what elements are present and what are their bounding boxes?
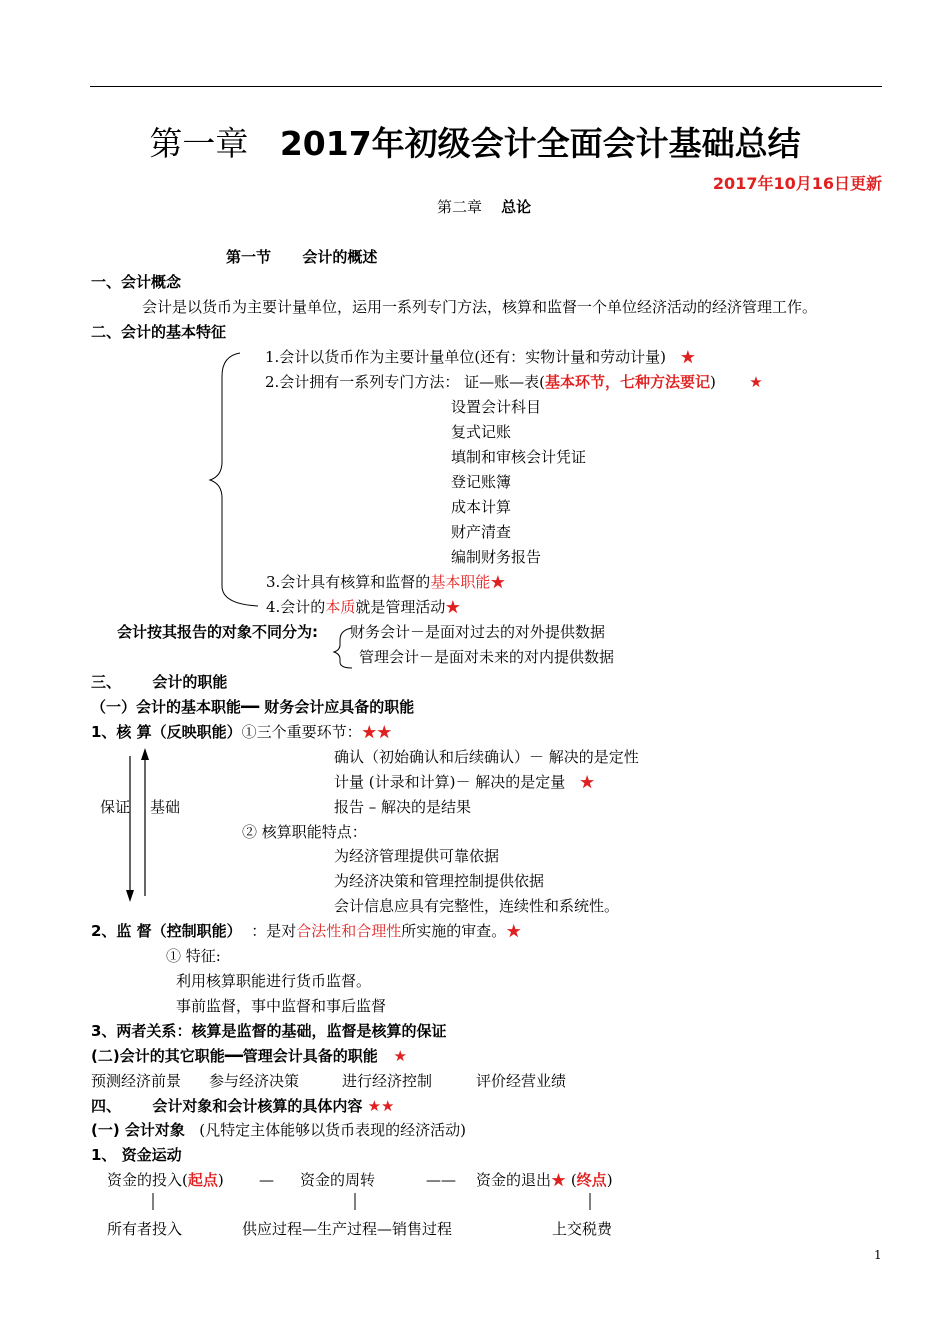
star-icon: ★★ [361,723,392,741]
feature-item-2: 2.会计拥有一系列专门方法： 证—账—表(基本环节，七种方法要记) ★ [265,373,763,391]
report-financial: 财务会计－是面对过去的对外提供数据 [350,623,606,641]
page-title [0,120,950,168]
accounting-feature: 为经济决策和管理控制提供依据 [334,872,545,890]
accounting-object-heading: (一) 会计对象 (凡特定主体能够以货币表现的经济活动) [91,1121,466,1139]
star-icon: ★★ [367,1097,395,1115]
report-management: 管理会计－是面对未来的对内提供数据 [359,648,615,666]
accounting-heading: 1、核 算（反映职能）①三个重要环节：★★ [91,723,392,741]
owner-input: 所有者投入 [107,1220,183,1238]
section-heading: 第一节 会计的概述 [226,248,378,266]
star-icon: ★ [445,598,461,616]
title-main: 2017年初级会计全面会计基础总结 [279,124,801,163]
star-icon: ★ [551,1171,567,1189]
title-chapter: 第一章 [149,124,249,163]
step-report: 报告 – 解决的是结果 [334,798,472,816]
supervision-heading: 2、监 督（控制职能） ：是对合法性和合理性所实施的审查。★ [91,922,522,940]
fund-exit: 资金的退出★ (终点) [476,1171,613,1189]
functions-heading: 三、 会计的职能 [91,673,228,691]
concept-text: 会计是以货币为主要计量单位，运用一系列专门方法，核算和监督一个单位经济活动的经济管理工作。 [142,298,818,316]
accounting-features-heading: ② 核算职能特点： [242,823,367,841]
accounting-feature: 会计信息应具有完整性，连续性和系统性。 [334,897,620,915]
page-number: 1 [874,1248,882,1262]
other-function: 预测经济前景 [91,1072,182,1090]
star-icon: ★ [579,773,595,791]
method-item: 登记账簿 [451,473,512,491]
update-date: 2017年10月16日更新 [712,174,882,193]
arrow-down-icon [126,890,134,902]
tax-payment: 上交税费 [552,1220,613,1238]
star-icon: ★ [506,922,522,940]
star-icon: ★ [680,348,696,366]
method-item: 编制财务报告 [451,548,542,566]
method-item: 财产清查 [451,523,512,541]
report-label: 会计按其报告的对象不同分为: [117,623,318,641]
feature-item-3: 3.会计具有核算和监督的基本职能★ [266,573,506,591]
objects-heading: 四、 会计对象和会计核算的具体内容 ★★ [91,1097,395,1115]
features-brace [210,353,258,606]
method-item: 设置会计科目 [451,398,542,416]
fund-turnover: 资金的周转 [300,1171,376,1189]
method-item: 填制和审核会计凭证 [451,448,587,466]
features-heading: 二、会计的基本特征 [91,323,227,341]
flow-dash: — [259,1171,274,1189]
supervision-features-heading: ① 特征: [166,947,221,965]
supervision-feature: 事前监督，事中监督和事后监督 [176,997,387,1015]
method-item: 成本计算 [451,498,512,516]
basic-functions-heading: （一）会计的基本职能━━ 财务会计应具备的职能 [91,698,415,716]
feature-item-1: 1.会计以货币作为主要计量单位(还有：实物计量和劳动计量) ★ [265,348,696,366]
process-chain: 供应过程—生产过程—销售过程 [242,1220,453,1238]
other-functions-heading: (二)会计的其它职能━━管理会计具备的职能 ★ [91,1047,407,1065]
other-function: 评价经营业绩 [476,1072,567,1090]
star-icon: ★ [749,373,763,391]
other-function: 进行经济控制 [342,1072,433,1090]
step-measure: 计量 (计录和计算)－ 解决的是定量 ★ [334,773,595,791]
concept-heading: 一、会计概念 [91,273,182,291]
guarantee-label: 保证 [100,798,131,816]
fund-movement-heading: 1、 资金运动 [91,1146,182,1164]
fund-input: 资金的投入(起点) [107,1171,224,1189]
method-item: 复式记账 [451,423,512,441]
feature-item-4: 4.会计的本质就是管理活动★ [266,598,461,616]
star-icon: ★ [490,573,506,591]
foundation-label: 基础 [150,798,181,816]
chapter-heading: 第二章 总论 [437,198,532,216]
header-rule [90,86,882,87]
other-function: 参与经济决策 [209,1072,300,1090]
arrow-up-icon [141,748,149,760]
star-icon: ★ [393,1047,407,1065]
accounting-feature: 为经济管理提供可靠依据 [334,847,500,865]
relation-text: 3、两者关系：核算是监督的基础，监督是核算的保证 [91,1022,447,1040]
step-confirm: 确认（初始确认和后续确认）－ 解决的是定性 [334,748,639,766]
supervision-feature: 利用核算职能进行货币监督。 [176,972,372,990]
flow-dash: —— [426,1171,456,1189]
